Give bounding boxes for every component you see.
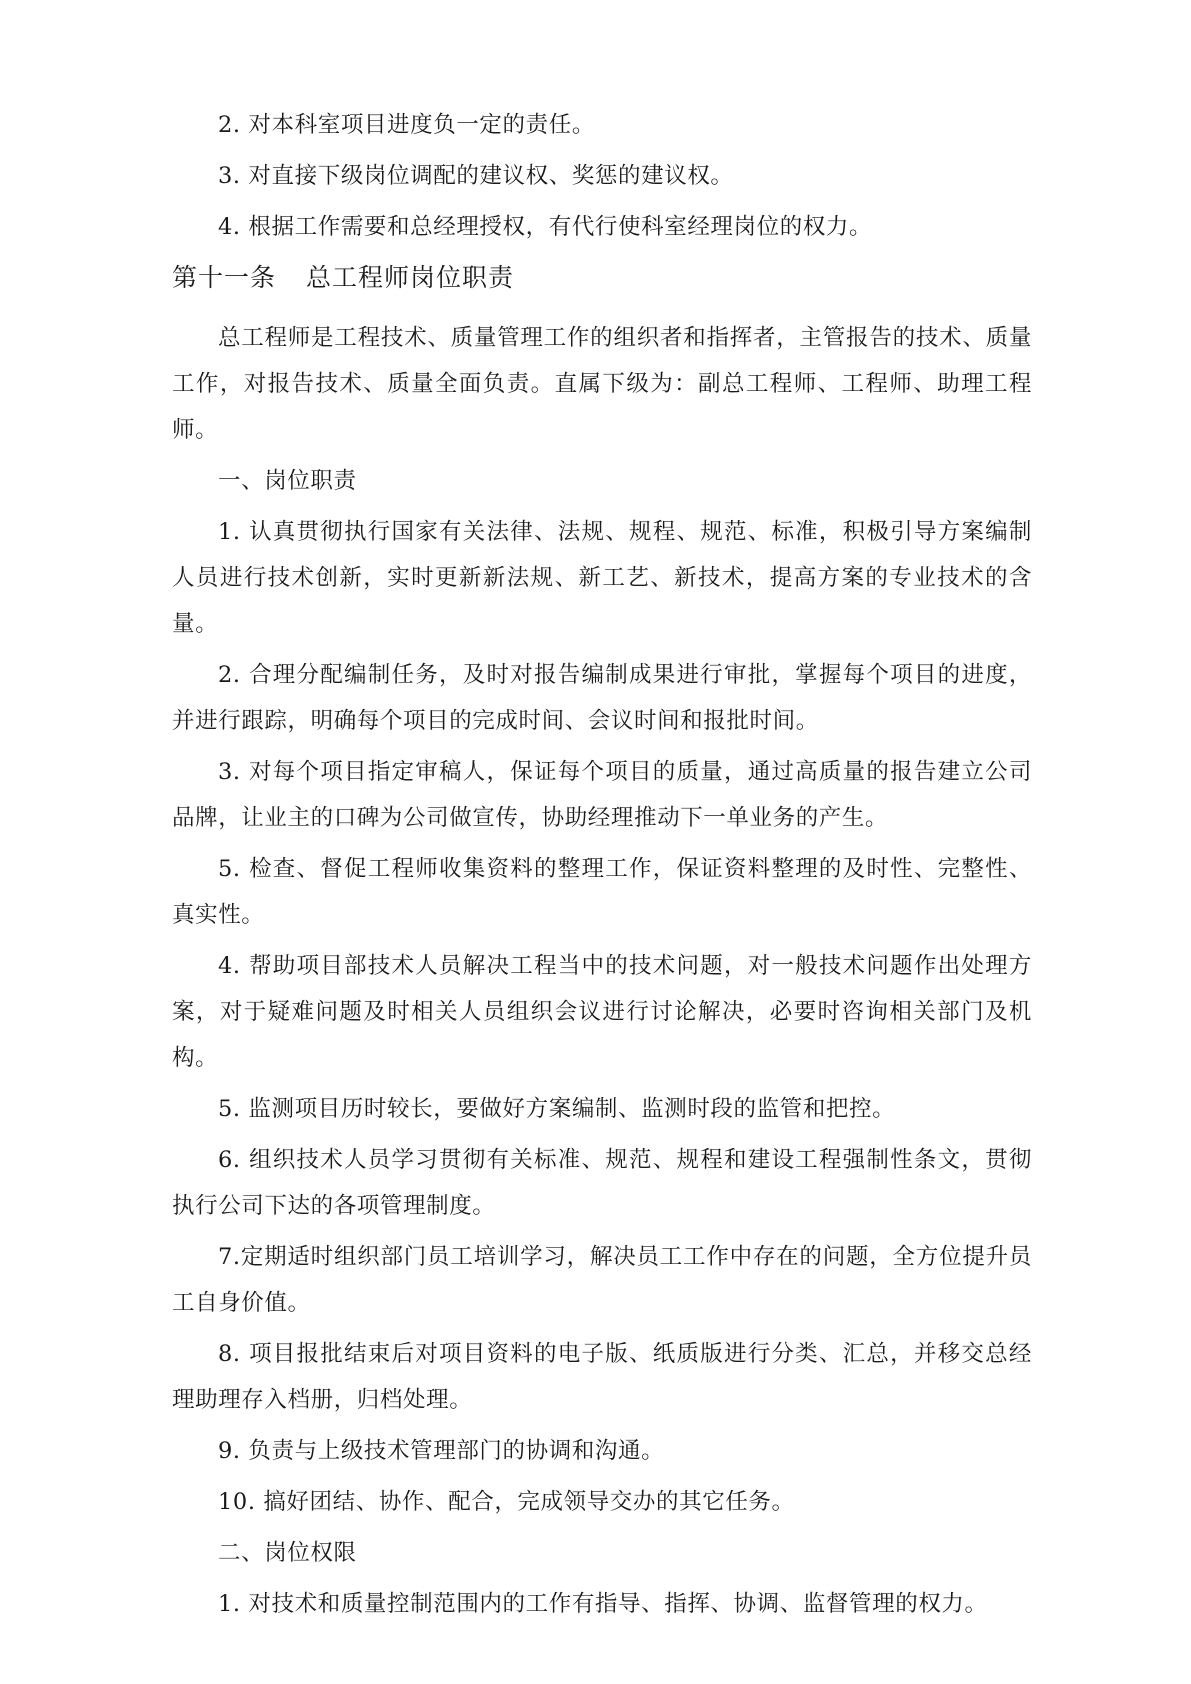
article-title	[172, 255, 1032, 301]
duty-item: 2. 合理分配编制任务，及时对报告编制成果进行审批，掌握每个项目的进度，并进行跟踪，明确每个项目的完成时间、会议时间和报批时间。	[172, 662, 1032, 734]
duty-item: 5. 检查、督促工程师收集资料的整理工作，保证资料整理的及时性、完整性、真实性。	[172, 856, 1032, 928]
intro-paragraph: 总工程师是工程技术、质量管理工作的组织者和指挥者，主管报告的技术、质量工作，对报告技术、质量全面负责。直属下级为：副总工程师、工程师、助理工程师。	[172, 325, 1032, 443]
section-rights-title: 二、岗位权限	[218, 1540, 357, 1566]
article-title-text: 总工程师岗位职责	[306, 263, 515, 292]
duty-item: 10. 搞好团结、协作、配合，完成领导交办的其它任务。	[218, 1489, 795, 1515]
section-duties-title: 一、岗位职责	[218, 468, 357, 494]
duty-item: 6. 组织技术人员学习贯彻有关标准、规范、规程和建设工程强制性条文，贯彻执行公司下达的各项管理制度。	[172, 1147, 1032, 1219]
document-page	[172, 102, 1032, 1632]
duty-item: 4. 帮助项目部技术人员解决工程当中的技术问题，对一般技术问题作出处理方案，对于疑难问题及时相关人员组织会议进行讨论解决，必要时咨询相关部门及机构。	[172, 953, 1032, 1071]
duty-item: 8. 项目报批结束后对项目资料的电子版、纸质版进行分类、汇总，并移交总经理助理存入档册，归档处理。	[172, 1341, 1032, 1413]
rights-item: 1. 对技术和质量控制范围内的工作有指导、指挥、协调、监督管理的权力。	[218, 1591, 988, 1617]
article-title-number: 第十一条	[172, 263, 277, 292]
duty-item: 5. 监测项目历时较长，要做好方案编制、监测时段的监管和把控。	[218, 1096, 896, 1122]
duty-item: 3. 对每个项目指定审稿人，保证每个项目的质量，通过高质量的报告建立公司品牌，让业主的口碑为公司做宣传，协助经理推动下一单业务的产生。	[172, 759, 1032, 831]
duty-item: 7.定期适时组织部门员工培训学习，解决员工工作中存在的问题，全方位提升员工自身价值。	[172, 1244, 1032, 1316]
duty-item: 9. 负责与上级技术管理部门的协调和沟通。	[218, 1438, 665, 1464]
top-item-2: 2. 对本科室项目进度负一定的责任。	[218, 112, 595, 138]
duty-item: 1. 认真贯彻执行国家有关法律、法规、规程、规范、标准，积极引导方案编制人员进行技术创新，实时更新新法规、新工艺、新技术，提高方案的专业技术的含量。	[172, 519, 1032, 637]
top-item-4: 4. 根据工作需要和总经理授权，有代行使科室经理岗位的权力。	[218, 214, 873, 240]
top-item-3: 3. 对直接下级岗位调配的建议权、奖惩的建议权。	[218, 163, 734, 189]
